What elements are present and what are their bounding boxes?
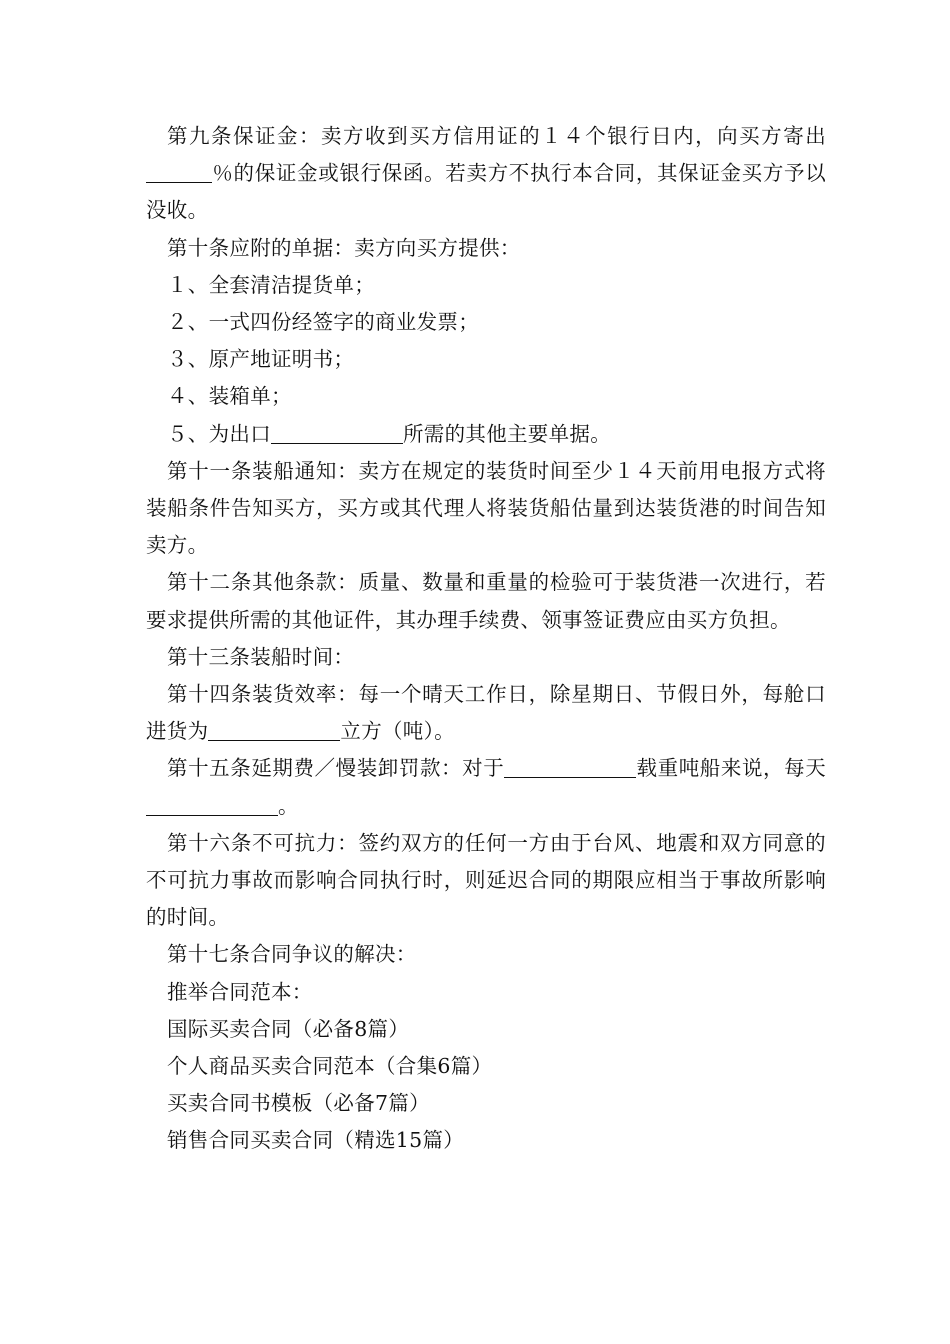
document-item-2: ２、一式四份经签字的商业发票； — [167, 310, 479, 335]
export-destination-blank — [271, 421, 403, 444]
recommended-link-4[interactable]: 销售合同买卖合同（精选15篇） — [167, 1128, 465, 1153]
daily-penalty-blank — [146, 793, 278, 816]
tonnage-blank — [504, 755, 636, 778]
article-16-force-majeure: 第十六条不可抗力：签约双方的任何一方由于台风、地震和双方同意的不可抗力事故而影响合同执行时，则延迟合同的期限应相当于事故所影响的时间。 — [146, 830, 826, 930]
article-14-loading-rate — [146, 676, 826, 750]
article-14-text-start: 第十四条装货效率：每一个晴天工作日，除星期日、节假日外，每舱口进货为 — [146, 682, 826, 744]
article-9-deposit — [146, 118, 826, 230]
article-9-text-start: 第九条保证金：卖方收到买方信用证的１４个银行日内，向买方寄出 — [167, 124, 826, 148]
article-15-text-middle: 载重吨船来说，每天 — [636, 756, 826, 781]
item-5-text-end: 所需的其他主要单据。 — [403, 421, 611, 446]
recommended-templates-heading: 推举合同范本： — [167, 979, 313, 1004]
document-item-3: ３、原产地证明书； — [167, 347, 355, 372]
document-item-4: ４、装箱单； — [167, 384, 292, 409]
article-15-text-end: 。 — [278, 793, 299, 818]
contract-body — [146, 118, 826, 1160]
article-11-shipping-notice: 第十一条装船通知：卖方在规定的装货时间至少１４天前用电报方式将装船条件告知买方，买方或其代理人将装货船估量到达装货港的时间告知卖方。 — [146, 458, 826, 558]
article-12-other-terms: 第十二条其他条款：质量、数量和重量的检验可于装货港一次进行，若要求提供所需的其他证件，其办理手续费、领事签证费应由买方负担。 — [146, 570, 826, 632]
document-item-5 — [146, 416, 826, 453]
document-item-1: １、全套清洁提货单； — [167, 272, 375, 297]
article-17-dispute-resolution: 第十七条合同争议的解决： — [167, 942, 417, 967]
article-14-text-end: 立方（吨）。 — [340, 719, 455, 744]
article-9-text-end: ％的保证金或银行保函。若卖方不执行本合同，其保证金买方予以没收。 — [146, 161, 826, 223]
article-15-text-start: 第十五条延期费／慢装卸罚款：对于 — [167, 756, 505, 781]
article-10-documents: 第十条应附的单据：卖方向买方提供： — [167, 235, 521, 260]
loading-volume-blank — [208, 718, 340, 741]
recommended-link-1[interactable]: 国际买卖合同（必备8篇） — [167, 1016, 410, 1041]
article-15-demurrage — [146, 750, 826, 824]
recommended-link-3[interactable]: 买卖合同书模板（必备7篇） — [167, 1091, 430, 1116]
recommended-link-2[interactable]: 个人商品买卖合同范本（合集6篇） — [167, 1054, 493, 1079]
deposit-percent-blank — [146, 160, 212, 183]
item-5-text-start: ５、为出口 — [167, 421, 271, 446]
article-13-shipping-time: 第十三条装船时间： — [167, 644, 355, 669]
